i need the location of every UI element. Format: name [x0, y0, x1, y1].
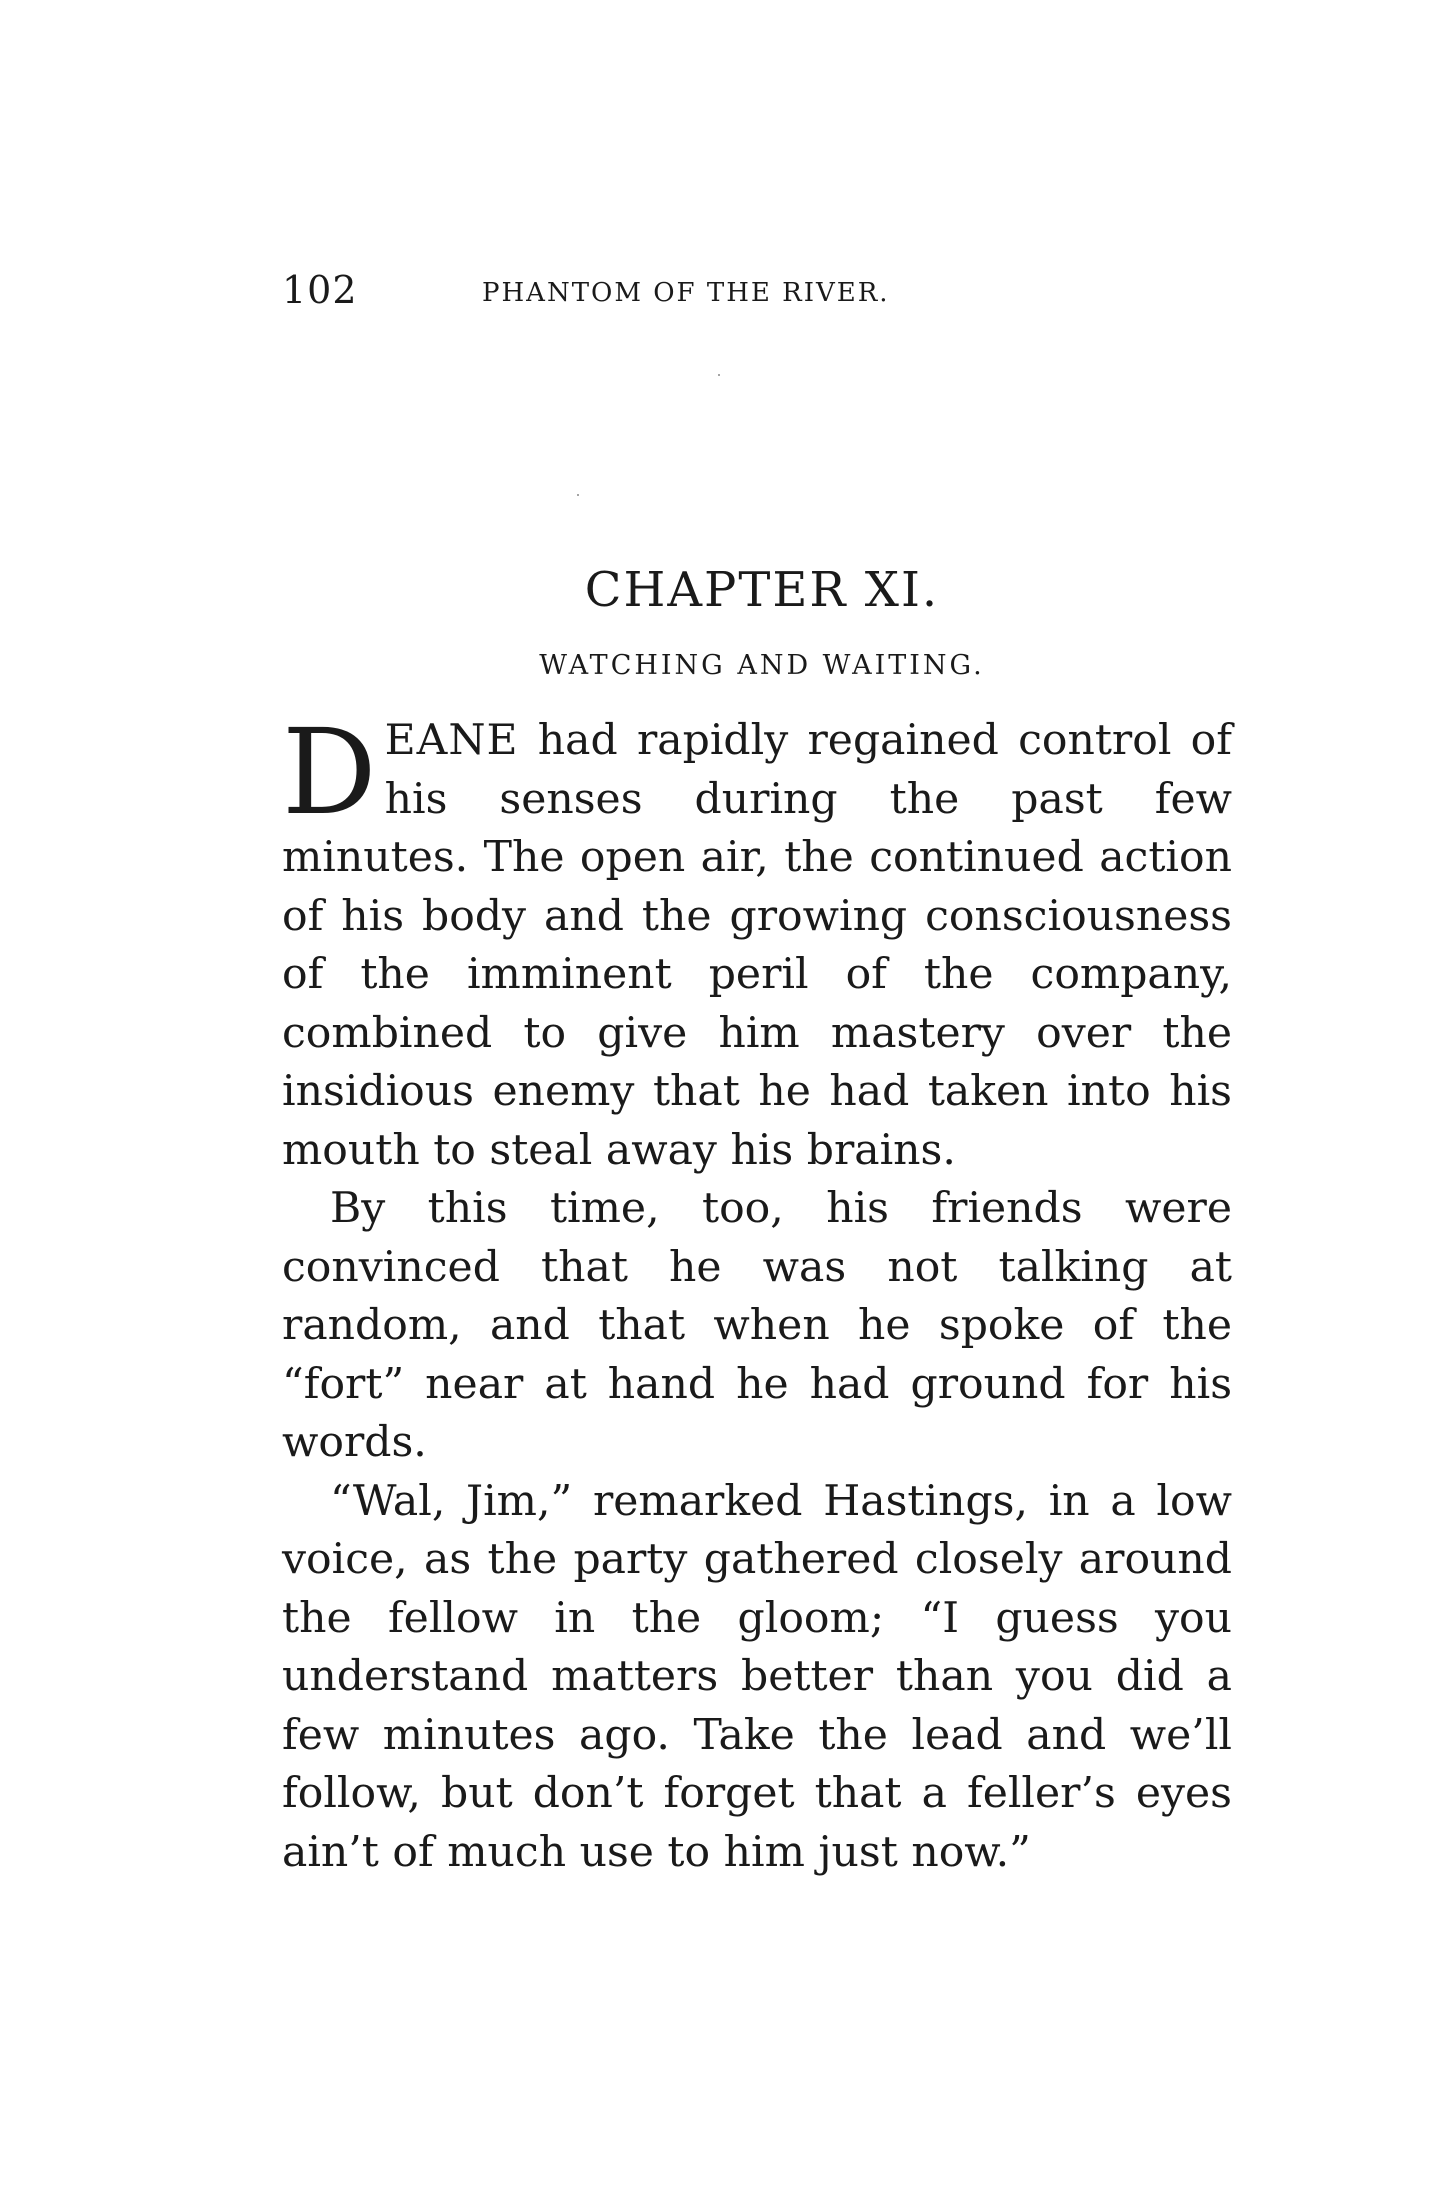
paragraph: By this time, too, his friends were convinced that he was not talking at random, and that when he spoke of the “fort” near at hand he had ground for his words. [282, 1184, 1232, 1467]
ink-speck [577, 494, 579, 496]
paragraph-text: had rapidly regained control of his senses during the past few minutes. The open air, the continued action of his body and the growing consciousness of the imminent peril of the company, combined to give him mastery over the insidious enemy that he had taken into his mouth to steal away his brains. [282, 716, 1232, 1175]
drop-cap: D [282, 703, 377, 841]
chapter-title: CHAPTER XI. [584, 562, 940, 618]
running-title: PHANTOM OF THE RIVER. [482, 278, 890, 308]
paragraph [282, 703, 1232, 1180]
page-number: 102 [282, 268, 358, 312]
lead-word: EANE [384, 716, 519, 765]
ink-speck [718, 374, 720, 376]
chapter-subtitle: WATCHING AND WAITING. [539, 650, 985, 681]
paragraph: “Wal, Jim,” remarked Hastings, in a low voice, as the party gathered closely around the fellow in the gloom; “I guess you understand matters better than you did a few minutes ago. Take the lead and we’ll follow, but don’t forget that a feller’s eyes ain’t of much use to him just now.” [282, 1476, 1232, 1877]
body-text [282, 703, 1232, 1882]
running-head [282, 268, 1242, 318]
